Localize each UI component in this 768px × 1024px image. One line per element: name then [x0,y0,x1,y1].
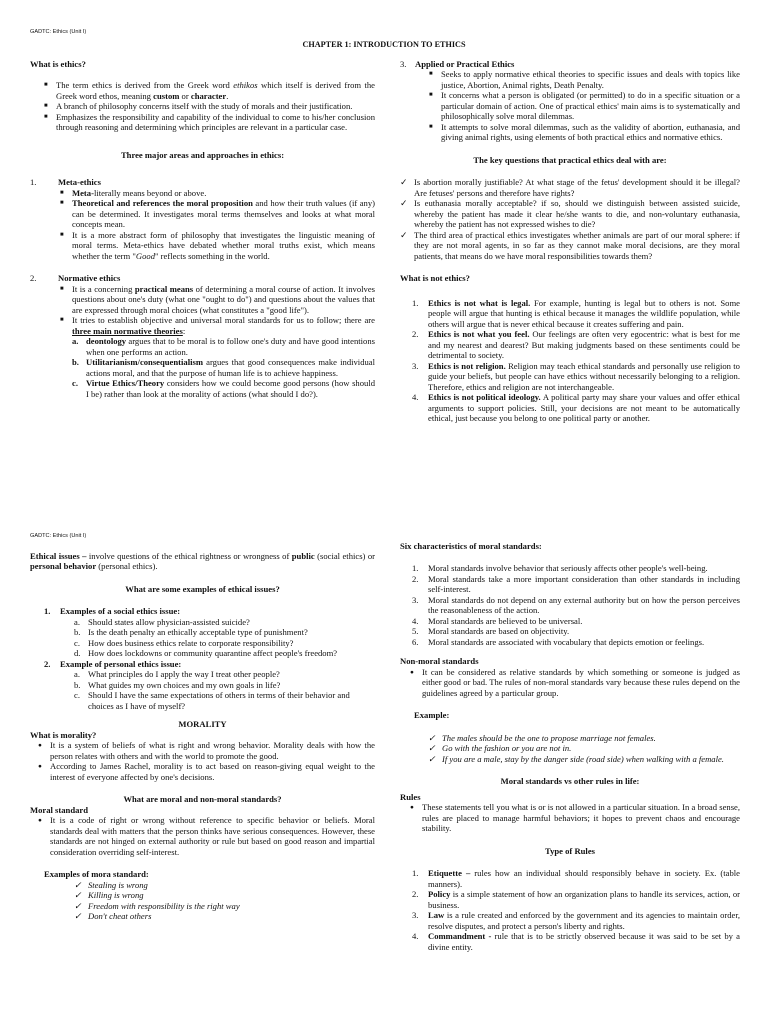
item-text: What principles do I apply the way I treat other people? [88,669,280,680]
section-heading: Non-moral standards [400,656,479,667]
personal-issues-list [74,669,375,711]
applied-list [429,69,740,142]
list-item [74,627,375,637]
approaches-list [30,177,375,399]
moral-standard-list [36,815,375,857]
item-number: a. [74,616,80,627]
list-item: ● It is a code of right or wrong without reference to specific behavior or beliefs. Moral standards deal with matters that the person thinks have serious consequences. However, these standards are not hinged on external authority or rule but based on good reason and impartial consideration overriding self-interest. [36,815,375,857]
six-characteristics-list [412,563,740,647]
list-item: ✓ If you are a male, stay by the danger side (road side) when walking with a female. [428,754,740,764]
section-heading: What is not ethics? [400,273,470,284]
page2-right-column [400,541,740,952]
section-heading: What are some examples of ethical issues? [125,583,280,594]
list-item: ✓ Go with the fashion or you are not in. [428,743,740,753]
item-text: Moral standards take a more important consideration than other standards in including self-interest. [428,573,740,595]
list-item [412,868,740,889]
issue-examples-list [44,606,375,711]
item-number: b. [74,679,81,690]
list-item [412,595,740,616]
section-heading: Moral standard [30,804,89,815]
item-number: 2. [412,573,419,584]
list-item: ✓ Don't cheat others [74,911,375,921]
list-item: ■ Seeks to apply normative ethical theories to specific issues and deals with topics like justice, Abortion, Animal rights, Death Penalty. [429,69,740,90]
item-number: c. [74,690,80,701]
section-heading: MORALITY [178,719,227,730]
item-text: rule that is to be strictly observed because it was said to be set by a divine entity. [428,931,740,952]
list-item: ■ Emphasizes the responsibility and capability of the individual to come to his/her conclusion through reasoning and determining which principles are relevant in a particular case. [44,112,375,133]
list-item [412,889,740,910]
morality-list [36,740,375,782]
list-item: a. deontology argues that to be moral is to follow one's duty and have good intentions when one performs an action. [72,336,375,357]
list-item [74,680,375,690]
item-text: How does lockdowns or community quarantine affect people's freedom? [88,648,338,659]
normative-list [60,284,375,399]
list-item: 4. Ethics is not political ideology. A political party may share your values and offer ethical arguments to support policies. Still, your decisions are not meant to be automatically ethical, just because you belong to one political party or another. [412,392,741,424]
list-item: ■ The term ethics is derived from the Greek word ethikos which itself is derived from the Greek word ethos, meaning custom or character. [44,80,375,101]
item-number: 1. [412,563,419,574]
section-heading: Moral standards vs other rules in life: [500,776,640,787]
list-item: ✓ The males should be the one to propose marriage not females. [428,733,740,743]
list-item: ✓ Is abortion morally justifiable? At what stage of the fetus' development should it be illegal? Are fetuses' persons and therefore have rights? [400,177,740,198]
list-item: ■ It attempts to solve moral dilemmas, such as the validity of abortion, euthanasia, and giving animal rights, using elements of both practical ethics and normative ethics. [429,122,740,143]
list-item: ✓ Is euthanasia morally acceptable? if so, should we distinguish between assisted suicide, whereby the patient has made it clear he/she wants to die, and non-voluntary euthanasia, whereby the patient has not expressed wishes to die? [400,198,740,229]
list-item: ✓ Stealing is wrong [74,880,375,890]
rule-types-list [412,868,740,952]
list-item: 3. Ethics is not religion. Religion may teach ethical standards and personally use religion to guide your beliefs, but people can have ethics without necessarily belonging to a religion. Therefore, ethics and religion are not interchangeable. [412,360,740,392]
list-item: ✓ The third area of practical ethics investigates whether animals are part of our moral sphere: if they are not moral agents, in so far as they cannot make moral decisions, are they moral patients, that means do we have moral responsibilities towards them? [400,230,740,261]
item-text: Moral standards are based on objectivity. [428,626,570,637]
item-term: Etiquette – [428,868,471,879]
moral-examples-list [74,880,375,922]
list-item: ■ A branch of philosophy concerns itself with the study of morals and their justification. [44,101,375,111]
list-item [412,931,740,952]
meta-ethics-list [60,188,375,261]
item-term: Policy [428,889,451,900]
page-header: GADTC: Ethics (Unit I) [30,533,87,539]
ethical-issues-definition: Ethical issues – involve questions of the ethical rightness or wrongness of public (social ethics) or personal behavior (personal ethics). [30,551,375,572]
item-number: 5. [412,626,419,637]
list-item: 2. Normative ethics ■ It is a concerning practical means of determining a moral course of action. It involves questions about one's duty (what one "ought to do") and questions about the values that are expressed through moral choices (what constitutes a "good life"). ■ It tries to establish objective and universal moral standards for us to follow; there are three main normative theories: a. deontology argues that to be moral is to follow one's duty and have good intentions when one performs an action. b. Utilitarianism/consequentialism argues that good consequences make individual actions moral, and that the purpose of human life is to achieve happiness. c. Virtue Ethics/Theory considers how we could become good persons (how should I be) rather than look at the morality of actions (what should I do?). [30,273,375,399]
list-item [74,648,375,658]
page-header: GADTC: Ethics (Unit I) [30,29,87,35]
list-item: 1. Examples of a social ethics issue: a. Should states allow physician-assisted suicide? b. Is the death penalty an ethically acceptable type of punishment? c. How does business ethics relate to corporate responsibility? d. How does lockdowns or community quarantine affect people's freedom? [44,606,375,658]
list-item: ● According to James Rachel, morality is to act based on reason-giving equal weight to the interest of everyone affected by one's decisions. [36,761,375,782]
not-ethics-list [412,298,740,424]
list-item: ■ Meta-literally means beyond or above. [60,188,375,198]
item-text: Moral standards are associated with vocabulary that depicts emotion or feelings. [428,636,705,647]
list-item [412,616,740,626]
item-term: Commandment - [428,931,492,942]
section-heading: What are moral and non-moral standards? [123,794,282,805]
page2-left-column [30,551,375,922]
item-text: Moral standards do not depend on any external authority but on how the person perceives the reasonableness of the action. [428,594,740,616]
social-issues-list [74,617,375,659]
non-moral-list [408,667,740,698]
list-item [74,617,375,627]
item-term: Law [428,910,445,921]
section-heading: Type of Rules [545,845,595,856]
list-item: ✓ Killing is wrong [74,890,375,900]
list-item: ■ Theoretical and references the moral proposition and how their truth values (if any) can be determined. It investigates moral terms themselves and looks at what moral concepts mean. [60,198,375,229]
section-heading: The key questions that practical ethics deal with are: [473,154,667,165]
item-number: 4. [412,931,419,942]
item-text: rules how an individual should responsibly behave in society. Ex. (table manners). [428,868,740,889]
theories-list [72,336,375,399]
list-item [74,669,375,679]
item-text: is a rule created and enforced by the government and its agencies to maintain order, resolve disputes, and protect a person's liberty and rights. [428,910,740,931]
list-item: c. Virtue Ethics/Theory considers how we could become good persons (how should I be) rather than look at the morality of actions (what should I do?). [72,378,376,399]
list-item: ● It can be considered as relative standards by which something or someone is judged as either good or bad. The rules of non-moral standards vary because these rules depend on the guidelines agreed by a particular group. [408,667,740,698]
applied-ethics: 3. Applied or Practical Ethics ■ Seeks to apply normative ethical theories to specific issues and deals with topics like justice, Abortion, Animal rights, Death Penalty. ■ It concerns what a person is obligated (or permitted) to do in a specific situation or a particular domain of action. One of practical ethics' main aims is to systematically and philosophically solve moral dilemmas. ■ It attempts to solve moral dilemmas, such as the validity of abortion, euthanasia, and giving animal rights, using elements of both practical ethics and normative ethics. [400,59,740,143]
non-moral-examples-list [428,733,740,764]
item-text: How does business ethics relate to corporate responsibility? [88,637,294,648]
item-text: Moral standards are believed to be universal. [428,615,583,626]
item-number: 3. [412,910,419,921]
item-number: 4. [412,615,419,626]
list-item: ✓ Freedom with responsibility is the right way [74,901,375,911]
item-text: What guides my own choices and my own goals in life? [88,679,281,690]
section-heading: Rules [400,791,421,802]
section-heading: Examples of mora standard: [44,869,149,880]
rules-list [408,802,740,833]
item-number: b. [74,627,81,638]
item-number: 1. [412,868,419,879]
list-item [412,637,740,647]
item-number: a. [74,669,80,680]
list-item [412,574,740,595]
list-item: b. Utilitarianism/consequentialism argues that good consequences make individual actions moral, and that the purpose of human life is to achieve happiness. [72,357,375,378]
list-item: ● These statements tell you what is or is not allowed in a particular situation. In a broad sense, rules are placed to manage harmful behaviors; it hopes to prevent chaos and encourage stability. [408,802,740,833]
section-heading: What is ethics? [30,59,86,69]
item-text: Should states allow physician-assisted suicide? [88,616,250,627]
list-item [74,690,375,711]
list-item [74,638,375,648]
list-item: ■ It is a more abstract form of philosophy that investigates the linguistic meaning of moral terms. Meta-ethics have debated whether moral truths exist, which means whether the term "Good" reflects something in the world. [60,230,375,261]
list-item [412,563,740,573]
chapter-title: CHAPTER 1: INTRODUCTION TO ETHICS [302,40,466,49]
list-item: 2. Example of personal ethics issue: a. What principles do I apply the way I treat other people? b. What guides my own choices and my own goals in life? c. Should I have the same expectations of others in terms of their behavior and choices as I have of myself? [44,659,375,711]
list-item: ■ It is a concerning practical means of determining a moral course of action. It involves questions about one's duty (what one "ought to do") and questions about the values that are expressed through moral choices (what constitutes a "good life"). [60,284,375,315]
item-number: c. [74,637,80,648]
item-number: 2. [412,889,419,900]
ethics-definition-list [44,80,375,132]
list-item: 1. Meta-ethics ■ Meta-literally means beyond or above. ■ Theoretical and references the moral proposition and how their truth values (if any) can be determined. It investigates moral terms themselves and looks at what moral concepts mean. ■ It is a more abstract form of philosophy that investigates the linguistic meaning of moral terms. Meta-ethics have debated whether moral truths exist, which means whether the term "Good" reflects something in the world. [30,177,375,261]
item-text: Is the death penalty an ethically acceptable type of punishment? [88,627,308,638]
list-item: 1. Ethics is not what is legal. For example, hunting is legal but to others is not. Some people will argue that hunting is ethical because it manages the wildlife population, while others will argue that is never ethical because it creates suffering and pain. [412,297,740,329]
item-text: is a simple statement of how an organization plans to handle its services, action, or business. [428,889,740,910]
item-number: 3. [412,594,419,605]
list-item: 2. Ethics is not what you feel. Our feelings are often very egocentric: what is best for me and my nearest and dearest? But making judgments based on these sentiments could be detrimental to society. [412,329,740,361]
item-number: d. [74,648,81,659]
item-number: 6. [412,636,419,647]
list-item: ■ It concerns what a person is obligated (or permitted) to do in a specific situation or a particular domain of action. One of practical ethics' main aims is to systematically and philosophically solve moral dilemmas. [429,90,740,121]
list-item [412,910,740,931]
section-heading: Three major areas and approaches in ethics: [120,149,285,160]
section-heading: What is morality? [30,729,97,740]
list-item: ■ It tries to establish objective and universal moral standards for us to follow; there are three main normative theories: a. deontology argues that to be moral is to follow one's duty and have good intentions when one performs an action. b. Utilitarianism/consequentialism argues that good consequences make individual actions moral, and that the purpose of human life is to achieve happiness. c. Virtue Ethics/Theory considers how we could become good persons (how should I be) rather than look at the morality of actions (what should I do?). [60,315,375,399]
section-heading: Six characteristics of moral standards: [400,541,542,551]
key-questions-list [400,177,740,261]
page1-right-column [400,59,740,424]
list-item [412,626,740,636]
page1-left-column [30,59,375,399]
list-item: ● It is a system of beliefs of what is right and wrong behavior. Morality deals with how the person relates with others and with the world to promote the good. [36,740,375,761]
section-heading: Example: [414,710,450,721]
item-text: Should I have the same expectations of others in terms of their behavior and choices as I have of myself? [88,690,350,711]
item-text: Moral standards involve behavior that seriously affects other people's well-being. [428,563,708,574]
